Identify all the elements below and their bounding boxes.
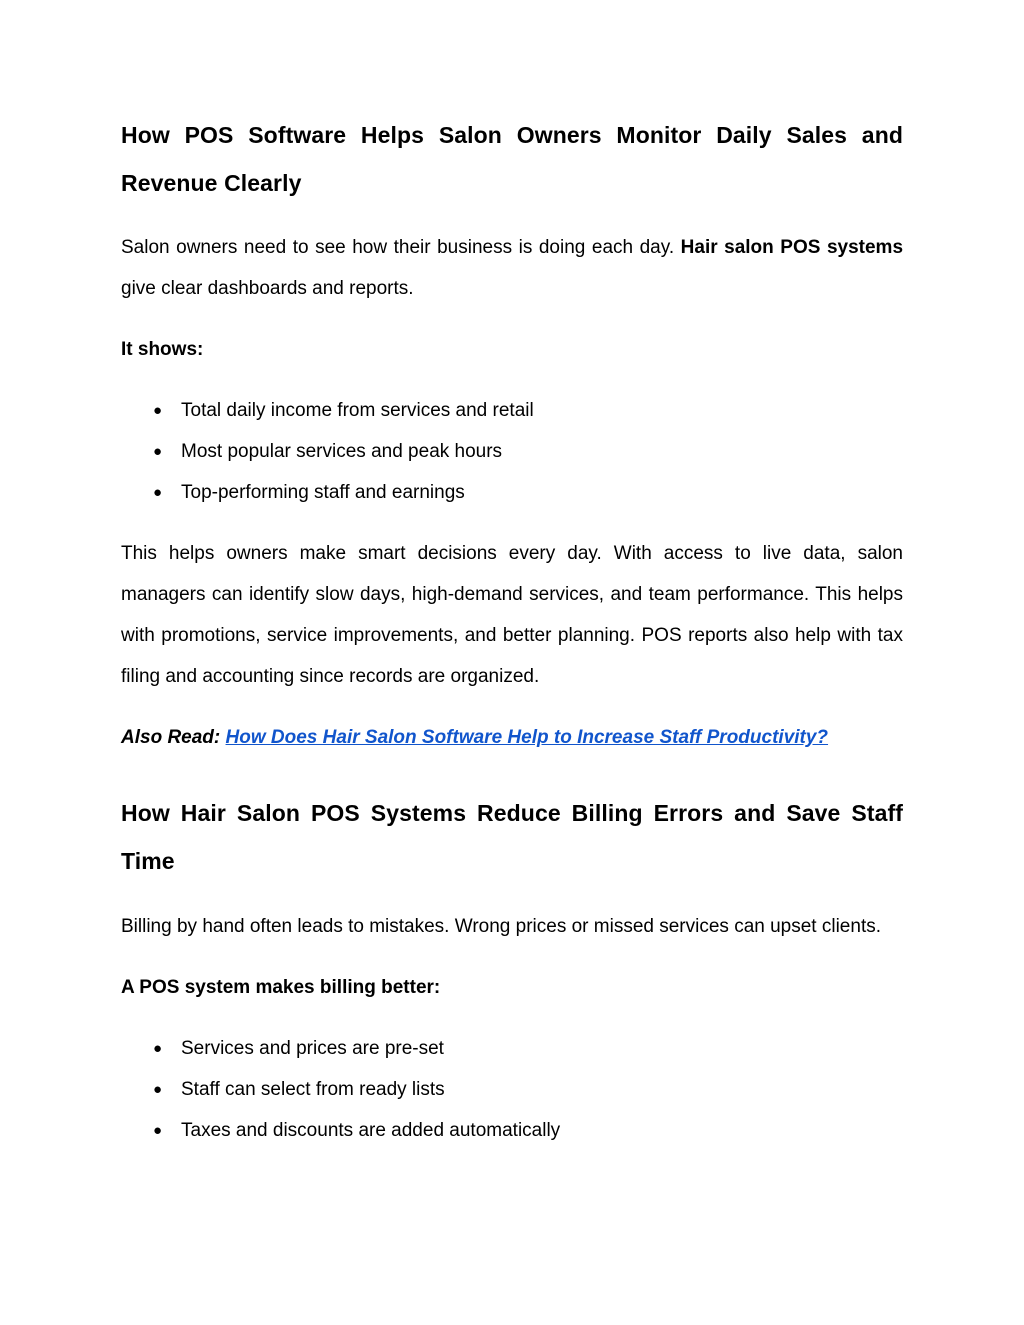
section-heading-billing: How Hair Salon POS Systems Reduce Billing Errors and Save Staff Time bbox=[121, 800, 903, 874]
bullet-icon: ● bbox=[153, 402, 163, 419]
billing-intro-paragraph: Billing by hand often leads to mistakes. Wrong prices or missed services can upset clients. bbox=[121, 916, 881, 937]
list-item-text: Services and prices are pre-set bbox=[181, 1038, 444, 1059]
list-item-text: Staff can select from ready lists bbox=[181, 1079, 445, 1100]
intro-paragraph bbox=[121, 227, 903, 309]
also-read-label: Also Read: bbox=[121, 727, 226, 748]
also-read-line bbox=[121, 717, 903, 758]
bullet-icon: ● bbox=[153, 443, 163, 460]
list-item bbox=[121, 472, 903, 513]
list-item-text: Total daily income from services and retail bbox=[181, 400, 534, 421]
bullet-icon: ● bbox=[153, 484, 163, 501]
list-lead-billing: A POS system makes billing better: bbox=[121, 977, 441, 998]
list-item bbox=[121, 390, 903, 431]
bullet-icon: ● bbox=[153, 1122, 163, 1139]
section-heading-daily-sales: How POS Software Helps Salon Owners Monitor Daily Sales and Revenue Clearly bbox=[121, 122, 903, 196]
intro-bold-term: Hair salon POS systems bbox=[680, 237, 904, 258]
document-content bbox=[121, 111, 903, 1171]
features-list bbox=[121, 390, 903, 513]
list-lead-it-shows: It shows: bbox=[121, 339, 204, 360]
list-item bbox=[121, 1069, 903, 1110]
list-item-text: Top-performing staff and earnings bbox=[181, 482, 465, 503]
body-paragraph: This helps owners make smart decisions every day. With access to live data, salon managers can identify slow days, high-demand services, and team performance. This helps with promotions, service improvements, and better planning. POS reports also help with tax filing and accounting since records are organized. bbox=[121, 543, 903, 687]
list-item-text: Most popular services and peak hours bbox=[181, 441, 503, 462]
intro-text: Salon owners need to see how their business is doing each day. bbox=[121, 237, 681, 258]
list-item-text: Taxes and discounts are added automatically bbox=[181, 1120, 561, 1141]
bullet-icon: ● bbox=[153, 1081, 163, 1098]
bullet-icon: ● bbox=[153, 1040, 163, 1057]
list-item bbox=[121, 1110, 903, 1151]
intro-tail: give clear dashboards and reports. bbox=[121, 278, 414, 299]
list-item bbox=[121, 1028, 903, 1069]
list-item bbox=[121, 431, 903, 472]
billing-list bbox=[121, 1028, 903, 1151]
also-read-link[interactable]: How Does Hair Salon Software Help to Increase Staff Productivity? bbox=[225, 727, 829, 748]
